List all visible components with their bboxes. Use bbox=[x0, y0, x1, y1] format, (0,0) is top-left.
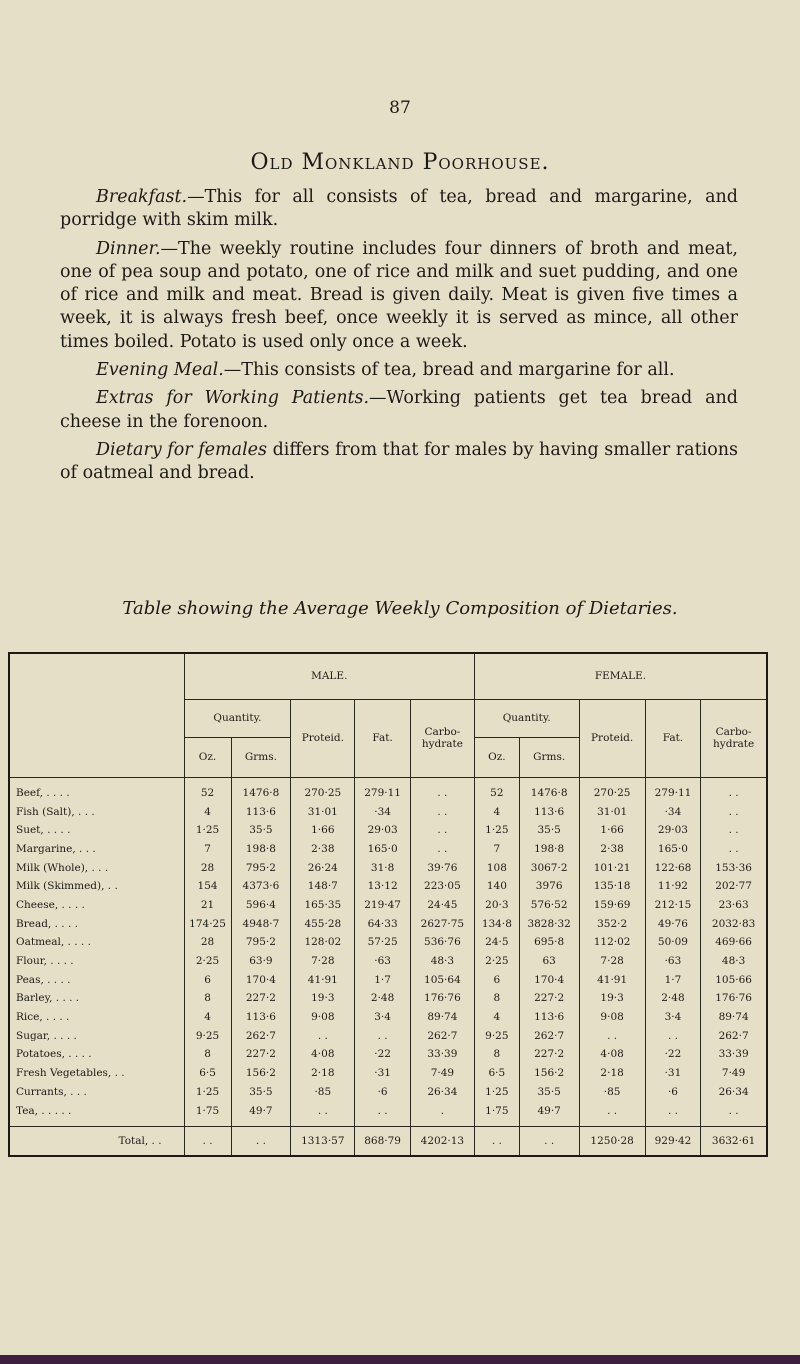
food-name-cell: Milk (Skimmed), . . bbox=[9, 877, 184, 896]
female-proteid-cell: 112·02 bbox=[579, 933, 645, 952]
male-oz-cell: 6 bbox=[184, 970, 231, 989]
female-oz-cell: 24·5 bbox=[474, 933, 519, 952]
female-oz-cell: 20·3 bbox=[474, 896, 519, 915]
male-grms-cell: 227·2 bbox=[231, 989, 291, 1008]
table-body bbox=[9, 777, 767, 1126]
male-fat-cell: ·31 bbox=[355, 1064, 411, 1083]
table-row bbox=[9, 1045, 767, 1064]
female-carbohydrate-cell: 23·63 bbox=[701, 896, 767, 915]
male-carbohydrate-cell: 262·7 bbox=[410, 1026, 474, 1045]
female-fat-cell: . . bbox=[645, 1101, 701, 1126]
male-carbohydrate-cell: 7·49 bbox=[410, 1064, 474, 1083]
food-name-cell: Peas, . . . . bbox=[9, 970, 184, 989]
male-oz-cell: 9·25 bbox=[184, 1026, 231, 1045]
male-carbohydrate-cell: . bbox=[410, 1101, 474, 1126]
male-grms-cell: 170·4 bbox=[231, 970, 291, 989]
male-grms-cell: 262·7 bbox=[231, 1026, 291, 1045]
female-grms-cell: 49·7 bbox=[519, 1101, 579, 1126]
male-proteid-cell: ·85 bbox=[291, 1083, 355, 1102]
female-grms-cell: 695·8 bbox=[519, 933, 579, 952]
male-carbohydrate-header: Carbo-hydrate bbox=[410, 699, 474, 777]
male-carbohydrate-cell: 39·76 bbox=[410, 858, 474, 877]
female-grms-cell: 3976 bbox=[519, 877, 579, 896]
female-proteid-cell: 31·01 bbox=[579, 802, 645, 821]
paragraph-text: —This for all consists of tea, bread and margarine, and porridge with skim milk. bbox=[60, 187, 738, 231]
female-proteid-cell: 159·69 bbox=[579, 896, 645, 915]
female-fat-header: Fat. bbox=[645, 699, 701, 777]
table-row bbox=[9, 1083, 767, 1102]
female-fat-cell: ·6 bbox=[645, 1083, 701, 1102]
page-number: 87 bbox=[389, 98, 411, 118]
table-row bbox=[9, 952, 767, 971]
table-row bbox=[9, 840, 767, 859]
female-proteid-cell: ·85 bbox=[579, 1083, 645, 1102]
female-proteid-cell: 2·18 bbox=[579, 1064, 645, 1083]
male-carbohydrate-cell: 26·34 bbox=[410, 1083, 474, 1102]
male-fat-header: Fat. bbox=[355, 699, 411, 777]
table-row bbox=[9, 1026, 767, 1045]
table-row bbox=[9, 1064, 767, 1083]
section-title: Old Monkland Poorhouse. bbox=[250, 150, 550, 175]
paragraph-lead: Breakfast. bbox=[96, 187, 188, 207]
male-proteid-cell: . . bbox=[291, 1101, 355, 1126]
male-grms-cell: 4373·6 bbox=[231, 877, 291, 896]
female-carbohydrate-header: Carbo-hydrate bbox=[701, 699, 767, 777]
female-grms-cell: 113·6 bbox=[519, 802, 579, 821]
female-grms-cell: 3828·32 bbox=[519, 914, 579, 933]
male-oz-cell: 8 bbox=[184, 1045, 231, 1064]
male-oz-cell: 52 bbox=[184, 777, 231, 802]
female-fat-cell: 122·68 bbox=[645, 858, 701, 877]
paragraph-text: —Working patients get tea bread and cheese in the forenoon. bbox=[60, 388, 738, 432]
male-grms-cell: 113·6 bbox=[231, 802, 291, 821]
female-carbohydrate-cell: 469·66 bbox=[701, 933, 767, 952]
male-carbohydrate-cell: 176·76 bbox=[410, 989, 474, 1008]
paragraph-female-dietary bbox=[60, 439, 738, 486]
table-row bbox=[9, 802, 767, 821]
male-grms-cell: 63·9 bbox=[231, 952, 291, 971]
female-carbohydrate-cell: 2032·83 bbox=[701, 914, 767, 933]
male-proteid-cell: 148·7 bbox=[291, 877, 355, 896]
male-carbohydrate-cell: 33·39 bbox=[410, 1045, 474, 1064]
male-carbohydrate-cell: 48·3 bbox=[410, 952, 474, 971]
food-name-cell: Fish (Salt), . . . bbox=[9, 802, 184, 821]
male-grms-cell: 198·8 bbox=[231, 840, 291, 859]
female-grms-cell: 3067·2 bbox=[519, 858, 579, 877]
female-proteid-cell: 270·25 bbox=[579, 777, 645, 802]
female-fat-cell: 49·76 bbox=[645, 914, 701, 933]
female-fat-cell: 11·92 bbox=[645, 877, 701, 896]
table-row bbox=[9, 914, 767, 933]
paragraph-text: differs from that for males by having smaller rations of oatmeal and bread. bbox=[60, 439, 738, 484]
female-oz-cell: 108 bbox=[474, 858, 519, 877]
total-male-fat: 868·79 bbox=[355, 1126, 411, 1156]
female-quantity-header: Quantity. bbox=[474, 699, 579, 737]
female-oz-cell: 7 bbox=[474, 840, 519, 859]
female-grms-cell: 35·5 bbox=[519, 1083, 579, 1102]
male-grms-cell: 49·7 bbox=[231, 1101, 291, 1126]
paragraph-evening-meal bbox=[60, 359, 738, 382]
table-row bbox=[9, 896, 767, 915]
male-fat-cell: . . bbox=[355, 1101, 411, 1126]
male-carbohydrate-cell: . . bbox=[410, 802, 474, 821]
female-fat-cell: 165·0 bbox=[645, 840, 701, 859]
female-header: FEMALE. bbox=[474, 653, 767, 699]
male-fat-cell: ·6 bbox=[355, 1083, 411, 1102]
male-oz-header: Oz. bbox=[184, 737, 231, 777]
male-oz-cell: 154 bbox=[184, 877, 231, 896]
male-carbohydrate-cell: 223·05 bbox=[410, 877, 474, 896]
female-carbohydrate-cell: 202·77 bbox=[701, 877, 767, 896]
paragraph-lead: Evening Meal. bbox=[96, 360, 224, 381]
table-row bbox=[9, 933, 767, 952]
female-fat-cell: 29·03 bbox=[645, 821, 701, 840]
dietary-table bbox=[8, 652, 768, 1157]
female-fat-cell: 3·4 bbox=[645, 1008, 701, 1027]
female-fat-cell: 279·11 bbox=[645, 777, 701, 802]
female-proteid-cell: 135·18 bbox=[579, 877, 645, 896]
male-oz-cell: 21 bbox=[184, 896, 231, 915]
female-grms-cell: 35·5 bbox=[519, 821, 579, 840]
male-grms-cell: 113·6 bbox=[231, 1008, 291, 1027]
food-column-header bbox=[9, 653, 184, 777]
female-proteid-cell: 19·3 bbox=[579, 989, 645, 1008]
female-grms-cell: 262·7 bbox=[519, 1026, 579, 1045]
male-carbohydrate-cell: 536·76 bbox=[410, 933, 474, 952]
female-fat-cell: ·63 bbox=[645, 952, 701, 971]
paragraph-extras bbox=[60, 387, 738, 434]
female-grms-cell: 170·4 bbox=[519, 970, 579, 989]
total-female-fat: 929·42 bbox=[645, 1126, 701, 1156]
male-carbohydrate-cell: 2627·75 bbox=[410, 914, 474, 933]
dietary-table-wrapper bbox=[8, 652, 768, 1157]
female-oz-cell: 4 bbox=[474, 802, 519, 821]
male-header: MALE. bbox=[184, 653, 474, 699]
paragraph-lead: Dinner. bbox=[96, 238, 161, 259]
female-grms-header: Grms. bbox=[519, 737, 579, 777]
female-oz-cell: 6 bbox=[474, 970, 519, 989]
female-carbohydrate-cell: . . bbox=[701, 840, 767, 859]
total-row bbox=[9, 1126, 767, 1156]
male-oz-cell: 1·75 bbox=[184, 1101, 231, 1126]
male-oz-cell: 1·25 bbox=[184, 821, 231, 840]
female-fat-cell: 50·09 bbox=[645, 933, 701, 952]
male-grms-cell: 795·2 bbox=[231, 858, 291, 877]
food-name-cell: Tea, . . . . . bbox=[9, 1101, 184, 1126]
table-row bbox=[9, 1008, 767, 1027]
paragraph-breakfast bbox=[60, 186, 738, 233]
food-name-cell: Oatmeal, . . . . bbox=[9, 933, 184, 952]
male-carbohydrate-cell: . . bbox=[410, 777, 474, 802]
female-carbohydrate-cell: 33·39 bbox=[701, 1045, 767, 1064]
paragraph-text: —This consists of tea, bread and margarine for all. bbox=[223, 360, 675, 381]
male-fat-cell: ·22 bbox=[355, 1045, 411, 1064]
male-proteid-cell: 455·28 bbox=[291, 914, 355, 933]
female-carbohydrate-cell: 48·3 bbox=[701, 952, 767, 971]
male-carbohydrate-cell: . . bbox=[410, 840, 474, 859]
female-fat-cell: ·22 bbox=[645, 1045, 701, 1064]
female-proteid-cell: 41·91 bbox=[579, 970, 645, 989]
male-proteid-cell: 270·25 bbox=[291, 777, 355, 802]
table-row bbox=[9, 877, 767, 896]
food-name-cell: Potatoes, . . . . bbox=[9, 1045, 184, 1064]
male-oz-cell: 174·25 bbox=[184, 914, 231, 933]
female-fat-cell: 2·48 bbox=[645, 989, 701, 1008]
food-name-cell: Beef, . . . . bbox=[9, 777, 184, 802]
male-proteid-cell: 1·66 bbox=[291, 821, 355, 840]
female-oz-cell: 6·5 bbox=[474, 1064, 519, 1083]
male-oz-cell: 2·25 bbox=[184, 952, 231, 971]
male-oz-cell: 4 bbox=[184, 802, 231, 821]
male-fat-cell: 57·25 bbox=[355, 933, 411, 952]
total-male-grms: . . bbox=[231, 1126, 291, 1156]
female-proteid-cell: 101·21 bbox=[579, 858, 645, 877]
male-grms-cell: 227·2 bbox=[231, 1045, 291, 1064]
female-grms-cell: 113·6 bbox=[519, 1008, 579, 1027]
female-oz-cell: 4 bbox=[474, 1008, 519, 1027]
male-grms-cell: 35·5 bbox=[231, 1083, 291, 1102]
female-grms-cell: 63 bbox=[519, 952, 579, 971]
male-grms-cell: 4948·7 bbox=[231, 914, 291, 933]
food-name-cell: Rice, . . . . bbox=[9, 1008, 184, 1027]
male-proteid-cell: 26·24 bbox=[291, 858, 355, 877]
paragraph-lead: Extras for Working Patients. bbox=[96, 388, 370, 409]
female-proteid-cell: 352·2 bbox=[579, 914, 645, 933]
male-oz-cell: 8 bbox=[184, 989, 231, 1008]
male-fat-cell: 219·47 bbox=[355, 896, 411, 915]
male-proteid-cell: . . bbox=[291, 1026, 355, 1045]
food-name-cell: Flour, . . . . bbox=[9, 952, 184, 971]
female-fat-cell: ·34 bbox=[645, 802, 701, 821]
female-proteid-cell: . . bbox=[579, 1026, 645, 1045]
female-oz-cell: 1·75 bbox=[474, 1101, 519, 1126]
female-grms-cell: 576·52 bbox=[519, 896, 579, 915]
male-fat-cell: 29·03 bbox=[355, 821, 411, 840]
female-grms-cell: 227·2 bbox=[519, 989, 579, 1008]
food-name-cell: Fresh Vegetables, . . bbox=[9, 1064, 184, 1083]
male-oz-cell: 7 bbox=[184, 840, 231, 859]
female-fat-cell: 212·15 bbox=[645, 896, 701, 915]
male-carbohydrate-cell: . . bbox=[410, 821, 474, 840]
food-name-cell: Bread, . . . . bbox=[9, 914, 184, 933]
male-fat-cell: 1·7 bbox=[355, 970, 411, 989]
total-female-proteid: 1250·28 bbox=[579, 1126, 645, 1156]
female-carbohydrate-cell: 89·74 bbox=[701, 1008, 767, 1027]
male-proteid-cell: 2·18 bbox=[291, 1064, 355, 1083]
female-fat-cell: ·31 bbox=[645, 1064, 701, 1083]
male-grms-header: Grms. bbox=[231, 737, 291, 777]
female-proteid-cell: 4·08 bbox=[579, 1045, 645, 1064]
food-name-cell: Cheese, . . . . bbox=[9, 896, 184, 915]
male-oz-cell: 6·5 bbox=[184, 1064, 231, 1083]
female-proteid-cell: 7·28 bbox=[579, 952, 645, 971]
female-carbohydrate-cell: 262·7 bbox=[701, 1026, 767, 1045]
paragraph-dinner bbox=[60, 238, 738, 354]
total-label: Total, . . bbox=[9, 1126, 184, 1156]
male-proteid-cell: 7·28 bbox=[291, 952, 355, 971]
male-fat-cell: ·63 bbox=[355, 952, 411, 971]
table-row bbox=[9, 1101, 767, 1126]
male-carbohydrate-cell: 24·45 bbox=[410, 896, 474, 915]
male-fat-cell: . . bbox=[355, 1026, 411, 1045]
female-proteid-cell: . . bbox=[579, 1101, 645, 1126]
female-oz-cell: 9·25 bbox=[474, 1026, 519, 1045]
female-oz-cell: 140 bbox=[474, 877, 519, 896]
female-grms-cell: 198·8 bbox=[519, 840, 579, 859]
female-carbohydrate-cell: 105·66 bbox=[701, 970, 767, 989]
female-proteid-cell: 2·38 bbox=[579, 840, 645, 859]
female-proteid-cell: 1·66 bbox=[579, 821, 645, 840]
total-male-proteid: 1313·57 bbox=[291, 1126, 355, 1156]
food-name-cell: Margarine, . . . bbox=[9, 840, 184, 859]
food-name-cell: Barley, . . . . bbox=[9, 989, 184, 1008]
total-female-carbohydrate: 3632·61 bbox=[701, 1126, 767, 1156]
table-row bbox=[9, 821, 767, 840]
male-grms-cell: 35·5 bbox=[231, 821, 291, 840]
food-name-cell: Suet, . . . . bbox=[9, 821, 184, 840]
female-carbohydrate-cell: . . bbox=[701, 777, 767, 802]
food-name-cell: Currants, . . . bbox=[9, 1083, 184, 1102]
female-oz-cell: 52 bbox=[474, 777, 519, 802]
paragraph-text: —The weekly routine includes four dinners of broth and meat, one of pea soup and potato, one of rice and milk and suet pudding, and one of rice and milk and meat. Bread is given daily. Meat is given five times a week, it is always fresh beef, once weekly it is served as mince, all other times boiled. Potato is used only once a week. bbox=[60, 238, 738, 352]
paragraph-lead: Dietary for females bbox=[96, 439, 268, 460]
female-carbohydrate-cell: . . bbox=[701, 802, 767, 821]
female-carbohydrate-cell: . . bbox=[701, 1101, 767, 1126]
female-grms-cell: 156·2 bbox=[519, 1064, 579, 1083]
female-oz-cell: 1·25 bbox=[474, 821, 519, 840]
male-oz-cell: 4 bbox=[184, 1008, 231, 1027]
female-carbohydrate-cell: . . bbox=[701, 821, 767, 840]
male-grms-cell: 1476·8 bbox=[231, 777, 291, 802]
male-fat-cell: 31·8 bbox=[355, 858, 411, 877]
male-grms-cell: 795·2 bbox=[231, 933, 291, 952]
male-fat-cell: 13·12 bbox=[355, 877, 411, 896]
male-grms-cell: 156·2 bbox=[231, 1064, 291, 1083]
female-proteid-header: Proteid. bbox=[579, 699, 645, 777]
male-proteid-cell: 19·3 bbox=[291, 989, 355, 1008]
female-carbohydrate-cell: 7·49 bbox=[701, 1064, 767, 1083]
female-oz-cell: 2·25 bbox=[474, 952, 519, 971]
male-proteid-cell: 2·38 bbox=[291, 840, 355, 859]
female-oz-cell: 1·25 bbox=[474, 1083, 519, 1102]
table-row bbox=[9, 777, 767, 802]
female-oz-cell: 8 bbox=[474, 1045, 519, 1064]
male-proteid-cell: 4·08 bbox=[291, 1045, 355, 1064]
female-fat-cell: . . bbox=[645, 1026, 701, 1045]
female-carbohydrate-cell: 153·36 bbox=[701, 858, 767, 877]
female-proteid-cell: 9·08 bbox=[579, 1008, 645, 1027]
female-grms-cell: 1476·8 bbox=[519, 777, 579, 802]
male-carbohydrate-cell: 105·64 bbox=[410, 970, 474, 989]
male-carbohydrate-cell: 89·74 bbox=[410, 1008, 474, 1027]
male-fat-cell: 165·0 bbox=[355, 840, 411, 859]
male-fat-cell: 279·11 bbox=[355, 777, 411, 802]
male-proteid-cell: 128·02 bbox=[291, 933, 355, 952]
male-proteid-cell: 165·35 bbox=[291, 896, 355, 915]
food-name-cell: Sugar, . . . . bbox=[9, 1026, 184, 1045]
table-row bbox=[9, 970, 767, 989]
female-fat-cell: 1·7 bbox=[645, 970, 701, 989]
male-oz-cell: 1·25 bbox=[184, 1083, 231, 1102]
male-proteid-cell: 31·01 bbox=[291, 802, 355, 821]
female-oz-header: Oz. bbox=[474, 737, 519, 777]
food-name-cell: Milk (Whole), . . . bbox=[9, 858, 184, 877]
female-carbohydrate-cell: 26·34 bbox=[701, 1083, 767, 1102]
male-fat-cell: 2·48 bbox=[355, 989, 411, 1008]
female-grms-cell: 227·2 bbox=[519, 1045, 579, 1064]
female-oz-cell: 8 bbox=[474, 989, 519, 1008]
male-oz-cell: 28 bbox=[184, 858, 231, 877]
male-oz-cell: 28 bbox=[184, 933, 231, 952]
male-fat-cell: 64·33 bbox=[355, 914, 411, 933]
table-row bbox=[9, 858, 767, 877]
table-caption: Table showing the Average Weekly Composition of Dietaries. bbox=[122, 598, 678, 619]
total-female-oz: . . bbox=[474, 1126, 519, 1156]
total-female-grms: . . bbox=[519, 1126, 579, 1156]
table-row bbox=[9, 989, 767, 1008]
total-male-carbohydrate: 4202·13 bbox=[410, 1126, 474, 1156]
male-grms-cell: 596·4 bbox=[231, 896, 291, 915]
body-text bbox=[60, 186, 738, 491]
male-quantity-header: Quantity. bbox=[184, 699, 291, 737]
total-male-oz: . . bbox=[184, 1126, 231, 1156]
female-carbohydrate-cell: 176·76 bbox=[701, 989, 767, 1008]
female-oz-cell: 134·8 bbox=[474, 914, 519, 933]
male-fat-cell: 3·4 bbox=[355, 1008, 411, 1027]
page-edge-bar bbox=[0, 1355, 800, 1364]
male-proteid-cell: 41·91 bbox=[291, 970, 355, 989]
male-proteid-cell: 9·08 bbox=[291, 1008, 355, 1027]
male-fat-cell: ·34 bbox=[355, 802, 411, 821]
male-proteid-header: Proteid. bbox=[291, 699, 355, 777]
